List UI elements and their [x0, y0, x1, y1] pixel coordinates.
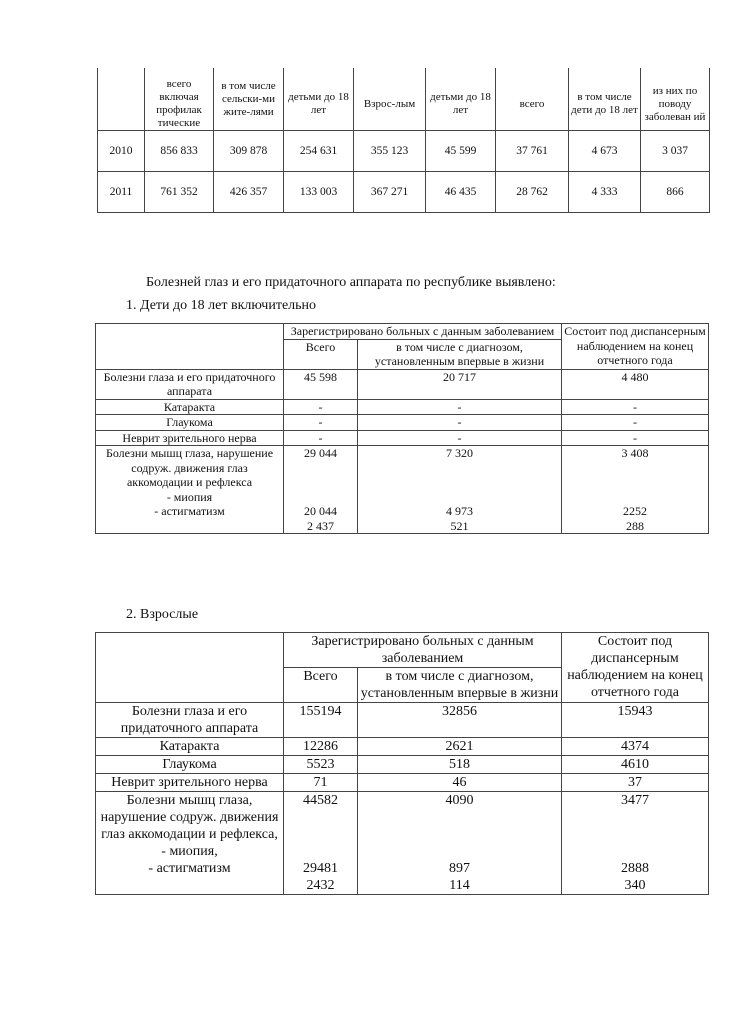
row-label: Болезни глаза и его придаточного аппарата — [96, 369, 284, 399]
table-cell: 761 352 — [145, 172, 214, 213]
children-eye-disease-table — [95, 323, 709, 534]
table-row — [96, 756, 709, 774]
table-cell: 367 271 — [354, 172, 426, 213]
row-label-main: Болезни мышц глаза, нарушение содруж. движения глаз аккомодации и рефлекса — [105, 446, 274, 489]
header-first-time: в том числе с диагнозом, установленным впервые в жизни — [358, 339, 562, 369]
first-time-cell: 32856 — [358, 703, 562, 738]
first-time-cell: 20 717 — [358, 369, 562, 399]
row-label: Глаукома — [96, 415, 284, 431]
value: 20 044 — [304, 504, 337, 518]
table-row — [96, 703, 709, 738]
total-cell: - — [284, 399, 358, 415]
header-dispensary: Состоит под диспансерным наблюдением на конец отчетного года — [562, 633, 709, 703]
table-cell: 133 003 — [284, 172, 354, 213]
first-time-cell — [358, 446, 562, 534]
value: 4 973 — [446, 504, 473, 518]
row-label-main: Болезни мышц глаза, нарушение содруж. движения глаз аккомодации и рефлекса, — [100, 793, 279, 842]
table-row — [98, 172, 710, 213]
total-cell: 155194 — [284, 703, 358, 738]
table-header-row — [96, 324, 709, 340]
first-time-cell: - — [358, 399, 562, 415]
year-cell: 2010 — [98, 131, 145, 172]
row-label: Неврит зрительного нерва — [96, 430, 284, 446]
value: 340 — [624, 878, 646, 893]
table-cell: 4 673 — [569, 131, 641, 172]
total-cell — [284, 792, 358, 895]
section-title-children: 1. Дети до 18 лет включительно — [126, 298, 317, 313]
table-cell: 309 878 — [214, 131, 284, 172]
dispensary-cell: 4374 — [562, 738, 709, 756]
value: 288 — [626, 518, 645, 533]
value: 4090 — [445, 793, 474, 808]
first-time-cell: - — [358, 430, 562, 446]
header-first-time: в том числе с диагнозом, установленным впервые в жизни — [358, 668, 562, 703]
total-cell: 45 598 — [284, 369, 358, 399]
header-cell: из них по поводу заболеван ий — [641, 68, 710, 131]
table-cell: 856 833 — [145, 131, 214, 172]
table-cell: 45 599 — [426, 131, 496, 172]
header-total: Всего — [284, 668, 358, 703]
header-cell — [98, 68, 145, 131]
row-label — [96, 446, 284, 534]
table-cell: 866 — [641, 172, 710, 213]
header-cell: всего включая профилак тические — [145, 68, 214, 131]
table-cell: 28 762 — [496, 172, 569, 213]
table-row — [96, 738, 709, 756]
row-label-sub: - астигматизм — [154, 504, 225, 518]
header-cell: в том числе сельски-ми жите-лями — [214, 68, 284, 131]
table-header-row — [98, 68, 710, 131]
dispensary-cell — [562, 446, 709, 534]
table-row — [96, 369, 709, 399]
header-cell: в том числе дети до 18 лет — [569, 68, 641, 131]
header-total: Всего — [284, 339, 358, 369]
table-row — [96, 446, 709, 534]
value: 2 437 — [307, 518, 334, 533]
row-label-sub: - астигматизм — [148, 861, 231, 876]
table-cell: 3 037 — [641, 131, 710, 172]
total-cell: 12286 — [284, 738, 358, 756]
total-cell: 71 — [284, 774, 358, 792]
table-cell: 254 631 — [284, 131, 354, 172]
header-dispensary: Состоит под диспансерным наблюдением на конец отчетного года — [562, 324, 709, 370]
value: 29481 — [303, 861, 338, 876]
dispensary-cell: 15943 — [562, 703, 709, 738]
header-registered: Зарегистрировано больных с данным заболеванием — [284, 633, 562, 668]
first-time-cell: 518 — [358, 756, 562, 774]
header-cell: всего — [496, 68, 569, 131]
first-time-cell: - — [358, 415, 562, 431]
row-label: Глаукома — [96, 756, 284, 774]
value: 29 044 — [304, 446, 337, 460]
empty-header-cell — [96, 324, 284, 370]
table-row — [98, 131, 710, 172]
value: 2888 — [621, 861, 649, 876]
value: 521 — [450, 518, 469, 533]
intro-paragraph: Болезней глаз и его придаточного аппарата по республике выявлено: — [146, 275, 556, 290]
section-title-adults: 2. Взрослые — [126, 607, 199, 622]
table-row — [96, 415, 709, 431]
row-label — [96, 792, 284, 895]
total-cell — [284, 446, 358, 534]
adults-eye-disease-table — [95, 632, 709, 895]
statistics-table — [97, 68, 710, 213]
row-label: Неврит зрительного нерва — [96, 774, 284, 792]
row-label: Катаракта — [96, 399, 284, 415]
table-cell: 355 123 — [354, 131, 426, 172]
value: 114 — [449, 878, 470, 893]
dispensary-cell: 4 480 — [562, 369, 709, 399]
dispensary-cell: 4610 — [562, 756, 709, 774]
row-label-sub: - миопия — [166, 489, 213, 504]
table-row — [96, 399, 709, 415]
dispensary-cell: - — [562, 415, 709, 431]
row-label: Болезни глаза и его придаточного аппарата — [96, 703, 284, 738]
table-cell: 46 435 — [426, 172, 496, 213]
header-cell: детьми до 18 лет — [426, 68, 496, 131]
value: 44582 — [303, 793, 338, 808]
row-label: Катаракта — [96, 738, 284, 756]
dispensary-cell: - — [562, 430, 709, 446]
value: 3 408 — [621, 446, 649, 460]
year-cell: 2011 — [98, 172, 145, 213]
header-cell: детьми до 18 лет — [284, 68, 354, 131]
first-time-cell: 2621 — [358, 738, 562, 756]
dispensary-cell — [562, 792, 709, 895]
table-cell: 426 357 — [214, 172, 284, 213]
table-row — [96, 430, 709, 446]
total-cell: 5523 — [284, 756, 358, 774]
empty-header-cell — [96, 633, 284, 703]
total-cell: - — [284, 430, 358, 446]
row-label-sub: - миопия, — [161, 844, 218, 859]
value: 2432 — [306, 878, 335, 893]
dispensary-cell: 37 — [562, 774, 709, 792]
value: 2252 — [623, 504, 648, 518]
total-cell: - — [284, 415, 358, 431]
value: 3477 — [621, 793, 649, 808]
value: 897 — [449, 861, 470, 876]
value: 7 320 — [446, 446, 473, 460]
table-cell: 4 333 — [569, 172, 641, 213]
table-cell: 37 761 — [496, 131, 569, 172]
table-row — [96, 774, 709, 792]
table-header-row — [96, 633, 709, 668]
first-time-cell — [358, 792, 562, 895]
header-registered: Зарегистрировано больных с данным заболеванием — [284, 324, 562, 340]
dispensary-cell: - — [562, 399, 709, 415]
first-time-cell: 46 — [358, 774, 562, 792]
table-row — [96, 792, 709, 895]
header-cell: Взрос-лым — [354, 68, 426, 131]
